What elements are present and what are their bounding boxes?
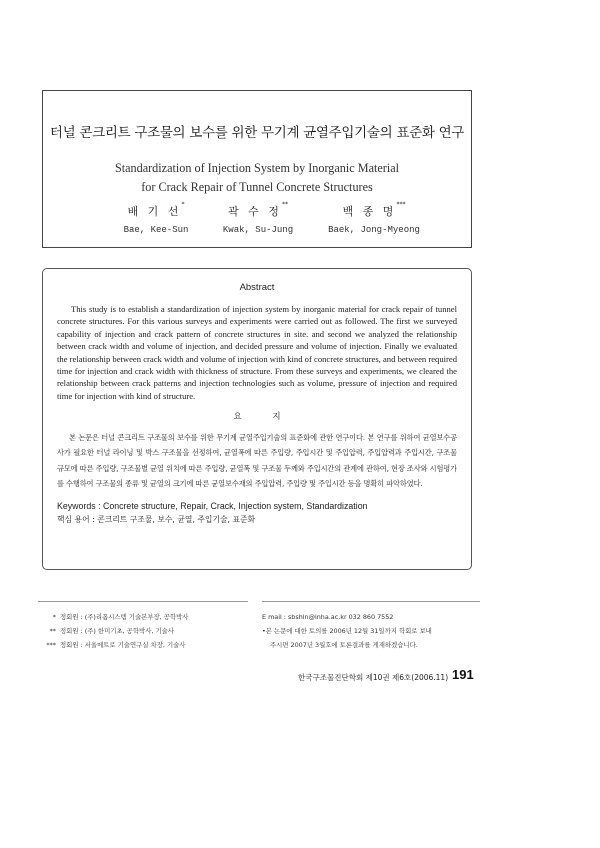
paper-title-korean: 터널 콘크리트 구조물의 보수를 위한 무기계 균열주입기술의 표준화 연구 [49, 125, 465, 141]
discussion-notice-line1: •본 논문에 대한 토의를 2006년 12월 31일까지 학회로 보내 [262, 627, 432, 635]
title-box [42, 90, 472, 248]
keywords-line: Keywords : Concrete structure, Repair, Crack, Injection system, Standardization [57, 501, 368, 512]
abstract-text: This study is to establish a standardization of injection system by inorganic material for crack repair of tunnel concrete structures. For this various surveys and experiments were carried out as followed. The first we surveyed capability of injection and crack pattern of concrete structures in site. and second we analyzed the relationship between crack width and volume of injection, and decided pressure and volume of injection. Finally we evaluated the relationship between crack width and volume of injection with kind of concrete structures, and between required time for injection and crack width with thickness of structure. From these surveys and experiments, we cleared the relationship between crack patterns and injection technologies such as volume, pressure of injection and required time for injection with kind of structure. [57, 304, 457, 401]
affiliation-3: *** 정회원 : 서울메트로 기술연구실 차장, 기술사 [46, 641, 186, 649]
author-3 [309, 203, 439, 235]
korean-summary-heading: 요 지 [233, 412, 295, 423]
discussion-notice-line2: 주시면 2007년 3월호에 토론결과를 게재하겠습니다. [270, 641, 418, 649]
keywords-korean-line: 핵심 용어 : 콘크리트 구조물, 보수, 균열, 주입기술, 표준화 [57, 515, 256, 525]
paper-title-english [43, 159, 471, 197]
keywords-label: Keywords [57, 501, 96, 512]
footnote-divider-right [262, 601, 480, 602]
author-2 [193, 203, 323, 235]
abstract-box [42, 268, 472, 570]
author-1-name-english: Bae, Kee-Sun [123, 225, 189, 235]
author-1-name-korean: 배 기 선 [127, 205, 182, 218]
abstract-heading: Abstract [239, 282, 275, 293]
keywords-korean-label: 핵심 용어 [57, 515, 90, 525]
affiliation-2: ** 정회원 : (주) 한미기초, 공학박사, 기술사 [49, 627, 174, 635]
page-number: 191 [452, 667, 474, 682]
keywords-value: Concrete structure, Repair, Crack, Injection system, Standardization [102, 501, 368, 512]
author-3-mark: *** [396, 201, 406, 208]
author-1-mark: * [181, 201, 185, 208]
affiliation-1: * 정회원 : (주)리폼시스템 기술본부장, 공학박사 [52, 613, 189, 621]
correspondence-notes [262, 610, 482, 652]
author-2-name-english: Kwak, Su-Jung [222, 225, 294, 235]
paper-title-english-line2: for Crack Repair of Tunnel Concrete Structures [141, 180, 373, 194]
author-2-name-korean: 곽 수 정 [228, 205, 282, 218]
email-line: E mail : sbshin@inha.ac.kr 032 860 7552 [262, 613, 394, 621]
paper-title-english-line1: Standardization of Injection System by Inorganic Material [114, 161, 400, 175]
footnote-divider-left [38, 601, 248, 602]
keywords-korean-value: 콘크리트 구조물, 보수, 균열, 주입기술, 표준화 [97, 515, 256, 525]
korean-summary-text: 본 논문은 터널 콘크리트 구조물의 보수를 위한 무기계 균열주입기술의 표준화에 관한 연구이다. 본 연구를 위하여 균열보수공사가 필요한 터널 라이닝 및 박스 구조물을 선정하여, 균열폭에 따른 주입량, 주입시간 및 주입압력, 주입압력과 주입시간, 구조물 규모에 따른 주입량, 구조물별 균열 위치에 따른 주입량, 균열폭 및 구조물 두께와 주입시간의 관계에 관하여, 현장 조사와 시험평가를 수행하여 구조물의 종류 및 균열의 크기에 따른 균열보수재의 주입압력, 주입량 및 주입시간 등을 명확히 파악하였다. [57, 433, 457, 488]
author-2-mark: ** [281, 201, 288, 208]
author-affiliations [38, 610, 260, 652]
author-3-name-korean: 백 종 명 [342, 205, 397, 218]
author-3-name-english: Baek, Jong-Myeong [328, 225, 420, 235]
journal-info: 한국구조물진단학회 제10권 제6호(2006.11) [298, 673, 449, 682]
